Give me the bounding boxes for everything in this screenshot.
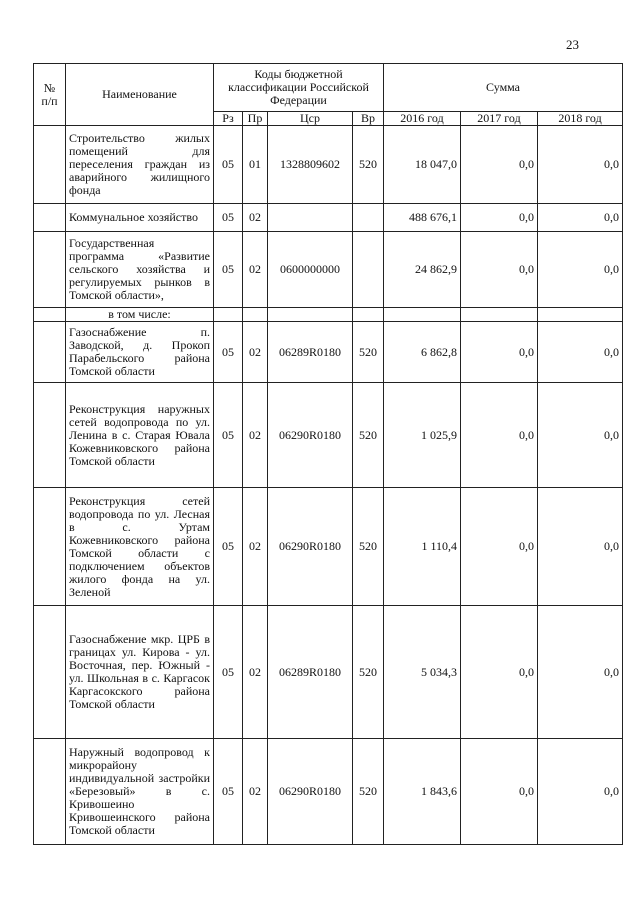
- row-name: в том числе:: [66, 308, 214, 322]
- row-name: Государственная программа «Развитие сельского хозяйства и регулируемых рынков в Томской области»,: [66, 232, 214, 308]
- row-name: Строительство жилых помещений для переселения граждан из аварийного жилищного фонда: [66, 126, 214, 204]
- header-2017: 2017 год: [461, 112, 538, 126]
- empty-cell: [268, 308, 353, 322]
- row-pr: 02: [243, 232, 268, 308]
- row-number: [34, 126, 66, 204]
- row-number: [34, 739, 66, 845]
- table-row: [34, 383, 623, 488]
- header-csr: Цср: [268, 112, 353, 126]
- row-rz: 05: [214, 739, 243, 845]
- row-rz: 05: [214, 204, 243, 232]
- row-2016: 1 110,4: [384, 488, 461, 606]
- row-pr: 02: [243, 606, 268, 739]
- row-number: [34, 383, 66, 488]
- row-2018: 0,0: [538, 739, 623, 845]
- row-2016: 1 025,9: [384, 383, 461, 488]
- row-name: Реконструкция сетей водопровода по ул. Лесная в с. Уртам Кожевниковского района Томской области с подключением объектов жилого фонда на ул. Зеленой: [66, 488, 214, 606]
- row-pr: 02: [243, 488, 268, 606]
- table-row: [34, 739, 623, 845]
- empty-cell: [353, 308, 384, 322]
- table-row: [34, 232, 623, 308]
- header-rz: Рз: [214, 112, 243, 126]
- row-name: Коммунальное хозяйство: [66, 204, 214, 232]
- row-2016: 5 034,3: [384, 606, 461, 739]
- row-csr: 06289R0180: [268, 322, 353, 383]
- row-2018: 0,0: [538, 322, 623, 383]
- row-2018: 0,0: [538, 383, 623, 488]
- row-2018: 0,0: [538, 232, 623, 308]
- row-vr: [353, 232, 384, 308]
- row-name: Наружный водопровод к микрорайону индивидуальной застройки «Березовый» в с. Кривошеино Кривошеинского района Томской области: [66, 739, 214, 845]
- header-2016: 2016 год: [384, 112, 461, 126]
- row-pr: 02: [243, 739, 268, 845]
- row-csr: 06289R0180: [268, 606, 353, 739]
- row-vr: 520: [353, 606, 384, 739]
- row-2018: 0,0: [538, 126, 623, 204]
- budget-table: [33, 63, 623, 845]
- row-name: Газоснабжение п. Заводской, д. Прокоп Парабельского района Томской области: [66, 322, 214, 383]
- row-2017: 0,0: [461, 232, 538, 308]
- row-2016: 488 676,1: [384, 204, 461, 232]
- row-2018: 0,0: [538, 204, 623, 232]
- row-pr: 01: [243, 126, 268, 204]
- empty-cell: [538, 308, 623, 322]
- row-2016: 1 843,6: [384, 739, 461, 845]
- row-rz: 05: [214, 232, 243, 308]
- row-2017: 0,0: [461, 606, 538, 739]
- row-2016: 18 047,0: [384, 126, 461, 204]
- row-csr: 0600000000: [268, 232, 353, 308]
- row-rz: 05: [214, 383, 243, 488]
- header-no: № п/п: [34, 64, 66, 126]
- row-pr: 02: [243, 383, 268, 488]
- row-name: Реконструкция наружных сетей водопровода по ул. Ленина в с. Старая Ювала Кожевниковского района Томской области: [66, 383, 214, 488]
- row-2017: 0,0: [461, 204, 538, 232]
- row-vr: 520: [353, 488, 384, 606]
- row-csr: 06290R0180: [268, 488, 353, 606]
- row-vr: 520: [353, 322, 384, 383]
- row-rz: 05: [214, 126, 243, 204]
- row-vr: 520: [353, 126, 384, 204]
- row-2018: 0,0: [538, 606, 623, 739]
- row-2018: 0,0: [538, 488, 623, 606]
- header-2018: 2018 год: [538, 112, 623, 126]
- header-sum: Сумма: [384, 64, 623, 112]
- table-row: [34, 322, 623, 383]
- header-name: Наименование: [66, 64, 214, 126]
- header-vr: Вр: [353, 112, 384, 126]
- empty-cell: [384, 308, 461, 322]
- row-vr: 520: [353, 383, 384, 488]
- row-csr: [268, 204, 353, 232]
- row-rz: 05: [214, 322, 243, 383]
- empty-cell: [214, 308, 243, 322]
- row-number: [34, 204, 66, 232]
- row-vr: 520: [353, 739, 384, 845]
- table-row: [34, 126, 623, 204]
- row-2016: 6 862,8: [384, 322, 461, 383]
- row-csr: 06290R0180: [268, 383, 353, 488]
- row-rz: 05: [214, 606, 243, 739]
- empty-cell: [243, 308, 268, 322]
- row-number: [34, 232, 66, 308]
- row-pr: 02: [243, 322, 268, 383]
- row-2017: 0,0: [461, 126, 538, 204]
- row-name: Газоснабжение мкр. ЦРБ в границах ул. Кирова - ул. Восточная, пер. Южный - ул. Школьная в с. Каргасок Каргасокского района Томской области: [66, 606, 214, 739]
- row-2017: 0,0: [461, 739, 538, 845]
- row-2017: 0,0: [461, 383, 538, 488]
- empty-cell: [461, 308, 538, 322]
- page-number: 23: [566, 37, 579, 52]
- row-csr: 1328809602: [268, 126, 353, 204]
- row-number: [34, 322, 66, 383]
- table-row: [34, 204, 623, 232]
- row-rz: 05: [214, 488, 243, 606]
- row-2016: 24 862,9: [384, 232, 461, 308]
- table-row: [34, 606, 623, 739]
- table-row: [34, 488, 623, 606]
- row-2017: 0,0: [461, 488, 538, 606]
- row-csr: 06290R0180: [268, 739, 353, 845]
- header-codes: Коды бюджетной классификации Российской Федерации: [214, 64, 384, 112]
- table-row: [34, 308, 623, 322]
- row-number: [34, 606, 66, 739]
- header-pr: Пр: [243, 112, 268, 126]
- row-2017: 0,0: [461, 322, 538, 383]
- row-number: [34, 308, 66, 322]
- row-number: [34, 488, 66, 606]
- row-pr: 02: [243, 204, 268, 232]
- row-vr: [353, 204, 384, 232]
